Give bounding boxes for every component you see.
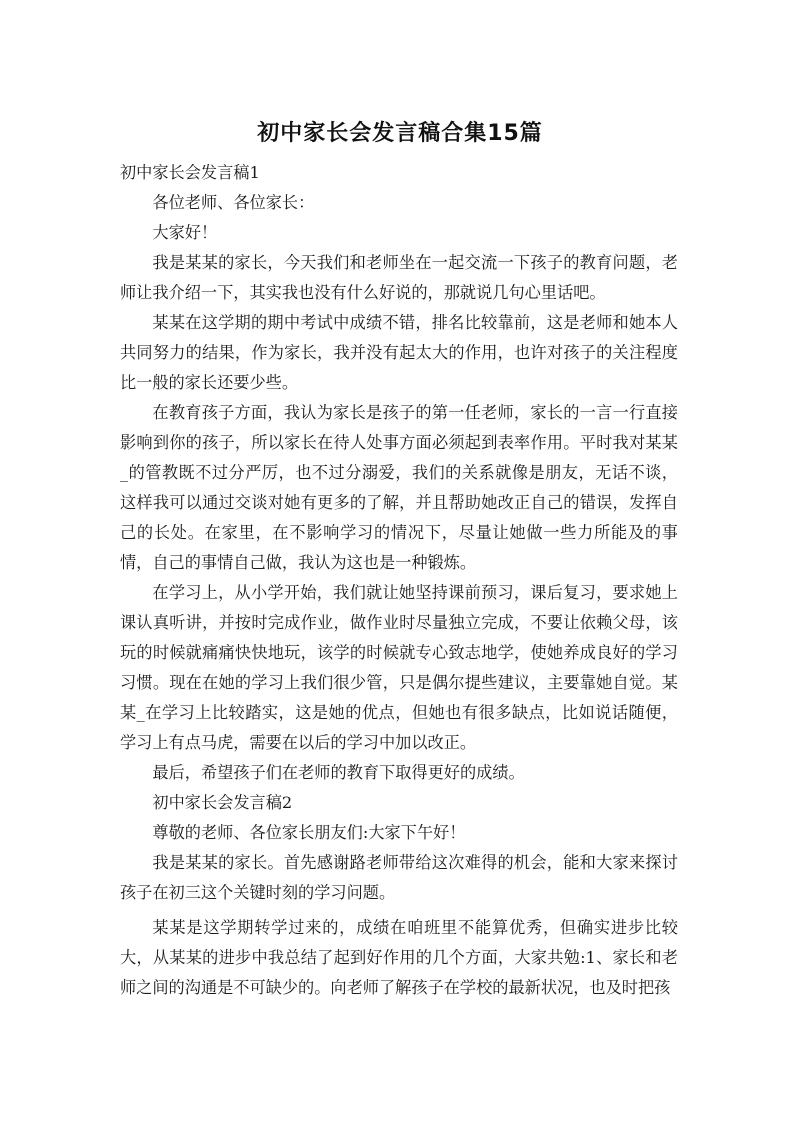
document-body <box>120 158 678 1003</box>
paragraph: 大家好！ <box>152 223 218 242</box>
paragraph: 在教育孩子方面，我认为家长是孩子的第一任老师，家长的一言一行直接影响到你的孩子，所以家长在待人处事方面必须起到表率作用。平时我对某某_的管教既不过分严厉，也不过分溺爱，我们的关系就像是朋友，无话不谈，这样我可以通过交谈对她有更多的了解，并且帮助她改正自己的错误，发挥自己的长处。在家里，在不影响学习的情况下，尽量让她做一些力所能及的事情，自己的事情自己做，我认为这也是一种锻炼。 <box>120 403 678 572</box>
paragraph: 我是某某的家长，今天我们和老师坐在一起交流一下孩子的教育问题，老师让我介绍一下，其实我也没有什么好说的，那就说几句心里话吧。 <box>120 253 678 302</box>
paragraph: 最后，希望孩子们在老师的教育下取得更好的成绩。 <box>152 763 525 782</box>
paragraph: 各位老师、各位家长： <box>152 193 315 212</box>
paragraph: 某某在这学期的期中考试中成绩不错，排名比较靠前，这是老师和她本人共同努力的结果，作为家长，我并没有起太大的作用，也许对孩子的关注程度比一般的家长还要少些。 <box>120 313 678 392</box>
paragraph: 某某是这学期转学过来的，成绩在咱班里不能算优秀，但确实进步比较大，从某某的进步中我总结了起到好作用的几个方面，大家共勉:1、家长和老师之间的沟通是不可缺少的。向老师了解孩子在学校的最新状况，也及时把孩 <box>120 918 678 997</box>
section-heading: 初中家长会发言稿2 <box>152 793 293 812</box>
document-title: 初中家长会发言稿合集15篇 <box>257 121 543 146</box>
paragraph: 在学习上，从小学开始，我们就让她坚持课前预习，课后复习，要求她上课认真听讲，并按时完成作业，做作业时尽量独立完成，不要让依赖父母，该玩的时候就痛痛快快地玩，该学的时候就专心致志地学，使她养成良好的学习习惯。现在在她的学习上我们很少管，只是偶尔提些建议，主要靠她自觉。某某_在学习上比较踏实，这是她的优点，但她也有很多缺点，比如说话随便，学习上有点马虎，需要在以后的学习中加以改正。 <box>120 583 678 752</box>
section-heading: 初中家长会发言稿1 <box>120 163 260 182</box>
paragraph: 我是某某的家长。首先感谢路老师带给这次难得的机会，能和大家来探讨孩子在初三这个关键时刻的学习问题。 <box>120 853 678 902</box>
paragraph: 尊敬的老师、各位家长朋友们:大家下午好！ <box>152 823 466 842</box>
